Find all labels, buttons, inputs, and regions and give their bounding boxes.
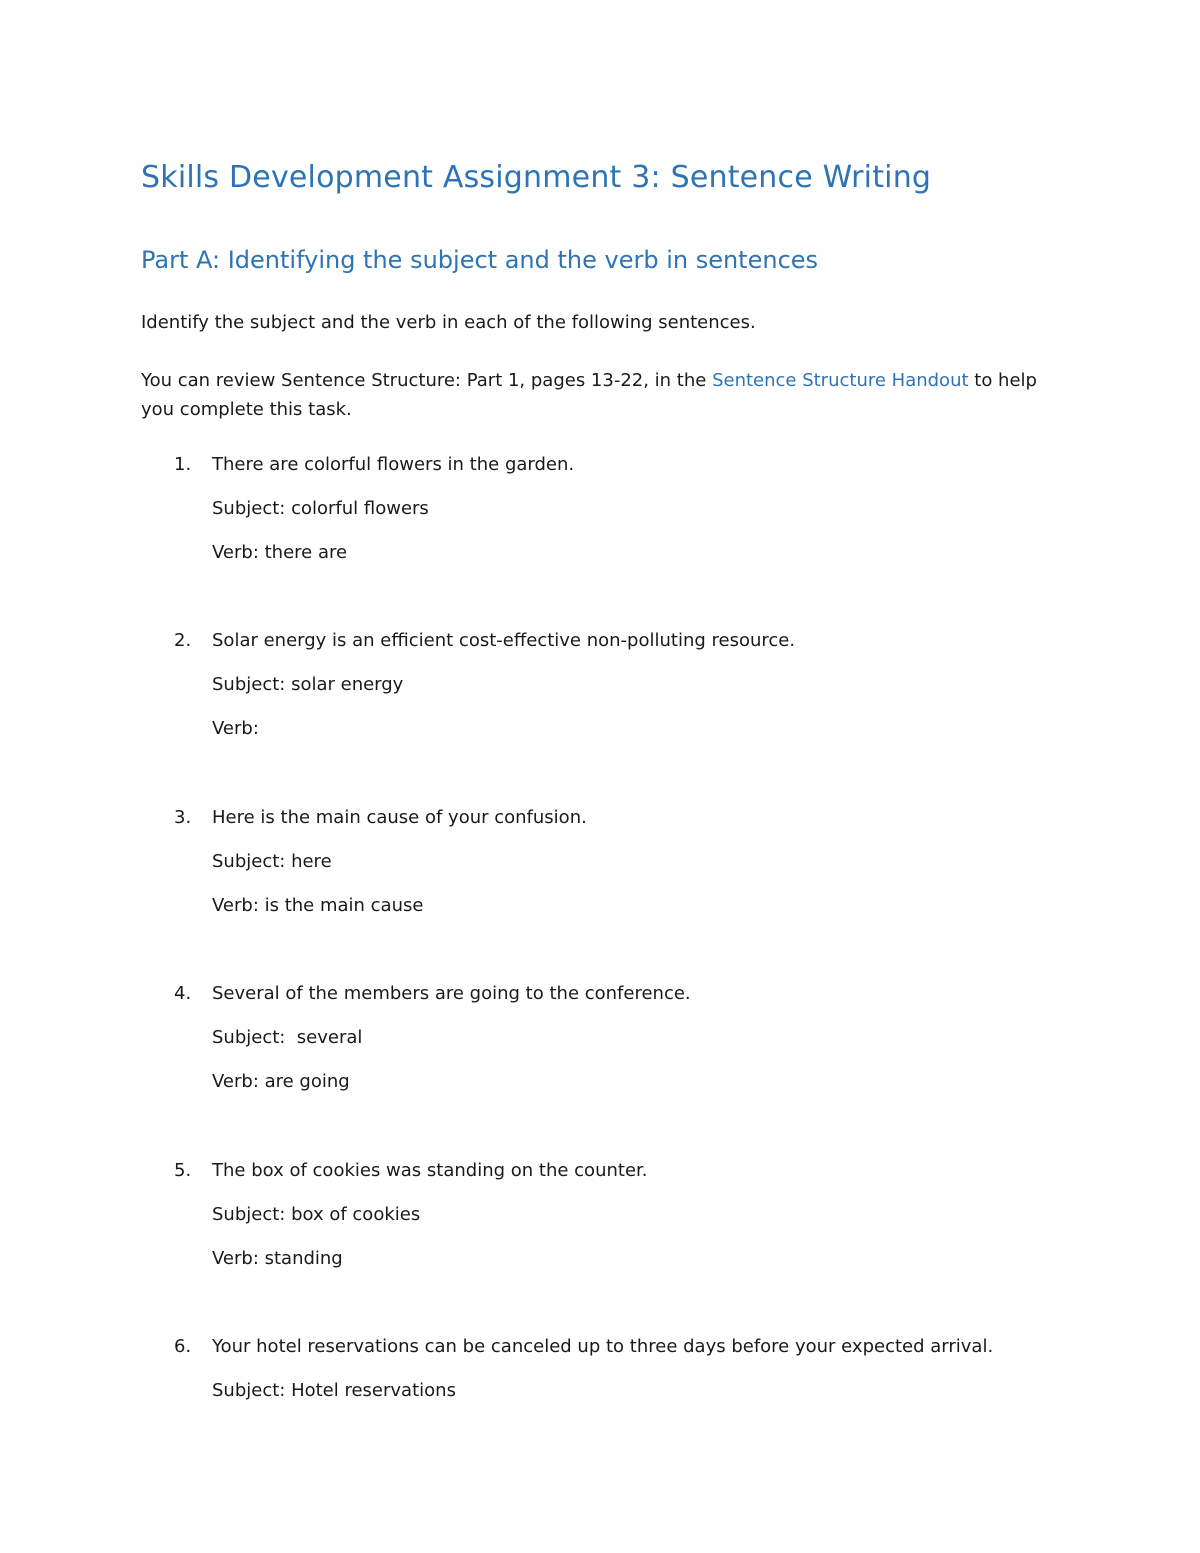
item-sentence: Here is the main cause of your confusion. [212, 807, 587, 828]
item-sentence: There are colorful flowers in the garden. [212, 454, 575, 475]
list-item [141, 1333, 1041, 1405]
list-item [141, 627, 1041, 743]
item-number: 4. [174, 983, 192, 1004]
part-a-heading: Part A: Identifying the subject and the verb in sentences [141, 246, 819, 274]
item-sentence: Your hotel reservations can be canceled up to three days before your expected arrival. [212, 1336, 994, 1357]
item-sentence: Solar energy is an efficient cost-effective non-polluting resource. [212, 630, 796, 651]
sentence-structure-handout-link[interactable]: Sentence Structure Handout [712, 370, 969, 391]
subject-answer: Subject: several [212, 1027, 363, 1048]
list-item [141, 804, 1041, 920]
item-number: 6. [174, 1336, 192, 1357]
verb-answer: Verb: is the main cause [212, 895, 424, 916]
subject-answer: Subject: here [212, 851, 332, 872]
item-sentence: The box of cookies was standing on the counter. [212, 1160, 648, 1181]
verb-answer: Verb: [212, 718, 259, 739]
item-number: 1. [174, 454, 192, 475]
instruction-text: Identify the subject and the verb in each of the following sentences. [141, 312, 756, 333]
review-paragraph [141, 366, 1071, 424]
document-title: Skills Development Assignment 3: Sentence Writing [141, 160, 932, 195]
item-number: 2. [174, 630, 192, 651]
item-number: 3. [174, 807, 192, 828]
verb-answer: Verb: are going [212, 1071, 350, 1092]
subject-answer: Subject: colorful flowers [212, 498, 429, 519]
subject-answer: Subject: solar energy [212, 674, 404, 695]
subject-answer: Subject: box of cookies [212, 1204, 421, 1225]
list-item [141, 451, 1041, 567]
review-prefix: You can review Sentence Structure: Part 1, pages 13-22, in the [141, 370, 713, 391]
review-suffix: to help you complete this task. [141, 370, 1037, 420]
item-number: 5. [174, 1160, 192, 1181]
verb-answer: Verb: there are [212, 542, 348, 563]
list-item [141, 980, 1041, 1096]
verb-answer: Verb: standing [212, 1248, 343, 1269]
subject-answer: Subject: Hotel reservations [212, 1380, 456, 1401]
list-item [141, 1157, 1041, 1273]
item-sentence: Several of the members are going to the conference. [212, 983, 691, 1004]
